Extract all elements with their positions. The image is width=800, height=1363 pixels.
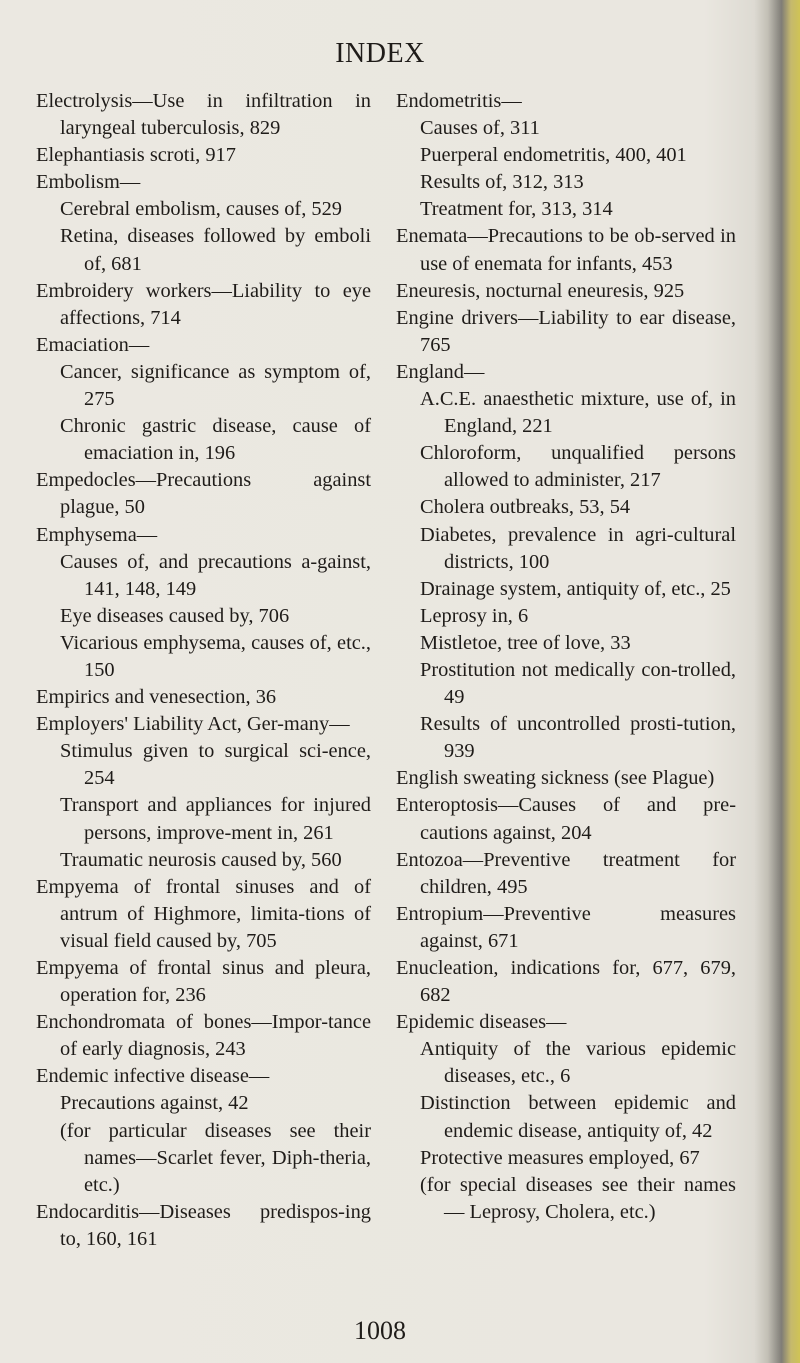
index-entry: Embroidery workers—Liability to eye affections, 714 xyxy=(36,279,371,329)
index-entry: Eneuresis, nocturnal eneuresis, 925 xyxy=(396,279,685,302)
index-entry: Endometritis— xyxy=(396,90,522,112)
index-subentry: Protective measures employed, 67 xyxy=(420,1146,700,1169)
index-subentry: Chronic gastric disease, cause of emaciation in, 196 xyxy=(60,415,371,465)
index-entry: Enemata—Precautions to be ob-served in use of enemata for infants, 453 xyxy=(396,225,736,275)
index-subentry: Mistletoe, tree of love, 33 xyxy=(420,631,631,654)
index-subentry: Antiquity of the various epidemic diseases, etc., 6 xyxy=(420,1038,736,1088)
index-entry: Enucleation, indications for, 677, 679, 682 xyxy=(396,957,736,1007)
index-entry: Elephantiasis scroti, 917 xyxy=(36,144,236,167)
index-entry: Empyema of frontal sinuses and of antrum of Highmore, limita-tions of visual field caused by, 705 xyxy=(36,875,371,952)
index-subentry: Causes of, and precautions a-gainst, 141, 148, 149 xyxy=(60,550,371,600)
index-entry: Enteroptosis—Causes of and pre-cautions against, 204 xyxy=(396,794,736,844)
index-subentry: Results of uncontrolled prosti-tution, 939 xyxy=(420,713,736,763)
index-entry: Empirics and venesection, 36 xyxy=(36,686,277,709)
index-subentry: Puerperal endometritis, 400, 401 xyxy=(420,144,687,167)
index-subentry: Vicarious emphysema, causes of, etc., 150 xyxy=(60,631,371,681)
index-subentry: Cerebral embolism, causes of, 529 xyxy=(60,198,342,221)
page-edge-shadow xyxy=(754,0,800,1363)
index-subentry: Transport and appliances for injured persons, improve-ment in, 261 xyxy=(60,794,371,844)
index-entry: Engine drivers—Liability to ear disease, 765 xyxy=(396,306,736,356)
index-entry: Empyema of frontal sinus and pleura, operation for, 236 xyxy=(36,957,371,1007)
index-entry: Endemic infective disease— xyxy=(36,1065,270,1088)
index-subentry: Distinction between epidemic and endemic disease, antiquity of, 42 xyxy=(420,1092,736,1142)
index-entry: Emaciation— xyxy=(36,333,150,356)
index-subentry: Retina, diseases followed by emboli of, 681 xyxy=(60,225,371,275)
index-subentry: Precautions against, 42 xyxy=(60,1092,249,1115)
right-index-column xyxy=(396,88,736,1226)
index-subentry: Prostitution not medically con-trolled, 49 xyxy=(420,658,736,709)
index-entry: Endocarditis—Diseases predispos-ing to, 160, 161 xyxy=(36,1200,371,1250)
index-subentry: Stimulus given to surgical sci-ence, 254 xyxy=(60,740,371,790)
index-subentry: Traumatic neurosis caused by, 560 xyxy=(60,848,342,871)
index-subentry: Treatment for, 313, 314 xyxy=(420,198,613,221)
index-entry: Employers' Liability Act, Ger-many— xyxy=(36,713,350,736)
index-subentry: Results of, 312, 313 xyxy=(420,171,584,194)
index-entry: England— xyxy=(396,360,485,383)
index-entry: Epidemic diseases— xyxy=(396,1011,567,1034)
index-entry: Embolism— xyxy=(36,171,141,194)
index-entry: English sweating sickness (see Plague) xyxy=(396,767,715,790)
left-index-column xyxy=(36,88,371,1253)
index-subentry: Drainage system, antiquity of, etc., 25 xyxy=(420,577,731,600)
index-subentry: (for special diseases see their names — Leprosy, Cholera, etc.) xyxy=(420,1173,736,1223)
index-heading: INDEX xyxy=(335,38,425,69)
index-entry: Entozoa—Preventive treatment for children, 495 xyxy=(396,848,736,898)
index-subentry: Chloroform, unqualified persons allowed to administer, 217 xyxy=(420,442,736,492)
index-subentry: Causes of, 311 xyxy=(420,117,540,140)
index-subentry: Leprosy in, 6 xyxy=(420,604,529,627)
index-subentry: Diabetes, prevalence in agri-cultural districts, 100 xyxy=(420,523,736,573)
index-subentry: Eye diseases caused by, 706 xyxy=(60,604,290,627)
index-entry: Emphysema— xyxy=(36,523,158,546)
index-subentry: Cholera outbreaks, 53, 54 xyxy=(420,496,631,519)
page-number: 1008 xyxy=(354,1316,406,1345)
index-subentry: (for particular diseases see their names—Scarlet fever, Diph-theria, etc.) xyxy=(60,1119,371,1196)
index-entry: Entropium—Preventive measures against, 671 xyxy=(396,902,736,952)
index-subentry: Cancer, significance as symptom of, 275 xyxy=(60,360,371,411)
index-subentry: A.C.E. anaesthetic mixture, use of, in England, 221 xyxy=(420,388,736,438)
index-entry: Electrolysis—Use in infiltration in laryngeal tuberculosis, 829 xyxy=(36,90,371,140)
index-entry: Empedocles—Precautions against plague, 50 xyxy=(36,469,371,519)
index-entry: Enchondromata of bones—Impor-tance of early diagnosis, 243 xyxy=(36,1011,371,1061)
